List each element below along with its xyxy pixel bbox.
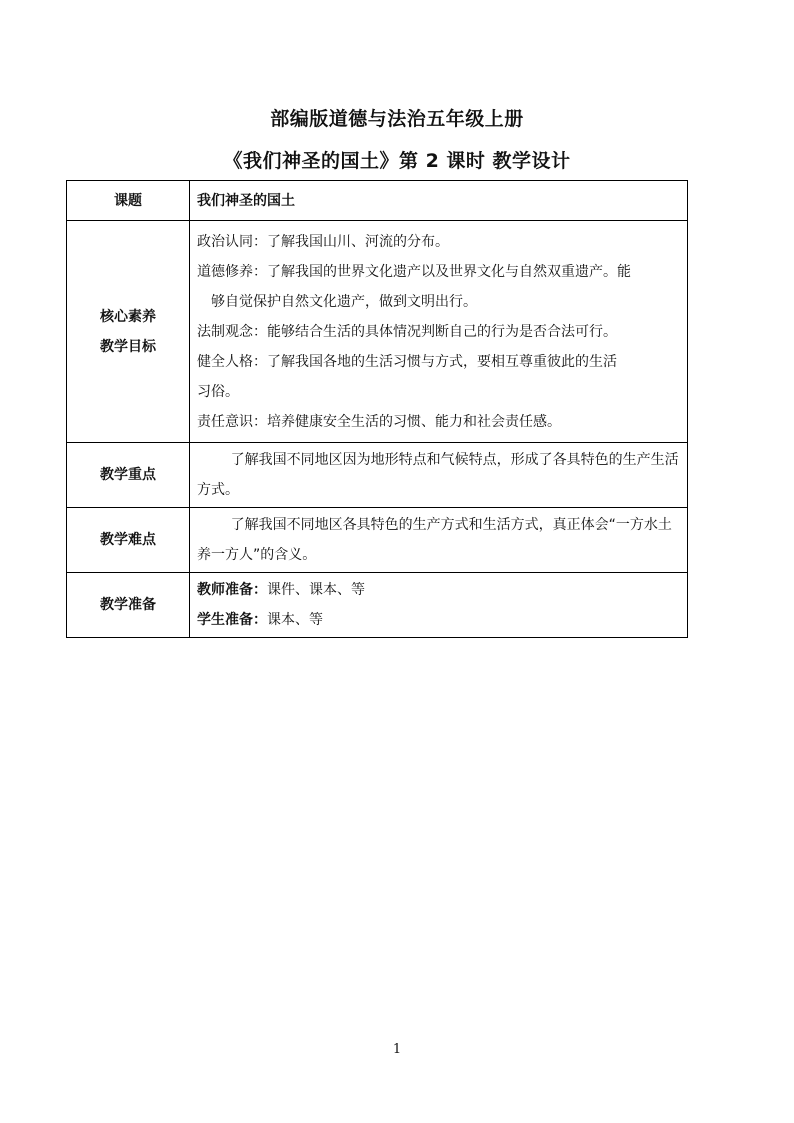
goals-label-line1: 核心素养	[100, 308, 156, 325]
goal-moral: 道德修养：了解我国的世界文化遗产以及世界文化与自然双重遗产。能	[197, 263, 631, 280]
goals-content	[190, 221, 688, 443]
key-points-content	[190, 443, 688, 508]
goal-personality-cont: 习俗。	[197, 383, 239, 400]
key-points-text: 了解我国不同地区因为地形特点和气候特点，形成了各具特色的生产生活方式。	[197, 452, 679, 498]
goal-responsibility: 责任意识：培养健康安全生活的习惯、能力和社会责任感。	[197, 413, 561, 430]
student-preparation-value: 课本、等	[267, 612, 323, 628]
table-row-topic	[67, 181, 688, 221]
preparation-content	[190, 573, 688, 638]
goal-moral-cont: 够自觉保护自然文化遗产，做到文明出行。	[211, 293, 477, 310]
difficulties-label: 教学难点	[67, 508, 190, 573]
teacher-preparation-label: 教师准备：	[197, 582, 267, 598]
table-row-key-points	[67, 443, 688, 508]
goal-personality: 健全人格：了解我国各地的生活习惯与方式，要相互尊重彼此的生活	[197, 353, 617, 370]
teacher-preparation	[197, 575, 681, 605]
goals-label-line2: 教学目标	[100, 338, 156, 355]
key-points-label: 教学重点	[67, 443, 190, 508]
goals-label	[67, 221, 190, 443]
document-title: 部编版道德与法治五年级上册	[270, 108, 524, 130]
goal-political: 政治认同：了解我国山川、河流的分布。	[197, 233, 449, 250]
table-row-difficulties	[67, 508, 688, 573]
topic-label: 课题	[67, 181, 190, 221]
topic-value: 我们神圣的国土	[190, 181, 688, 221]
goal-legal: 法制观念：能够结合生活的具体情况判断自己的行为是否合法可行。	[197, 323, 617, 340]
page-number: 1	[392, 1042, 402, 1057]
difficulties-content	[190, 508, 688, 573]
student-preparation-label: 学生准备：	[197, 612, 267, 628]
difficulties-text: 了解我国不同地区各具特色的生产方式和生活方式，真正体会“一方水土养一方人”的含义。	[197, 517, 672, 563]
table-row-goals	[67, 221, 688, 443]
teacher-preparation-value: 课件、课本、等	[267, 582, 365, 598]
table-row-preparation	[67, 573, 688, 638]
student-preparation	[197, 605, 681, 635]
preparation-label: 教学准备	[67, 573, 190, 638]
document-subtitle: 《我们神圣的国土》第 2 课时 教学设计	[223, 150, 571, 172]
lesson-plan-table	[66, 180, 688, 638]
